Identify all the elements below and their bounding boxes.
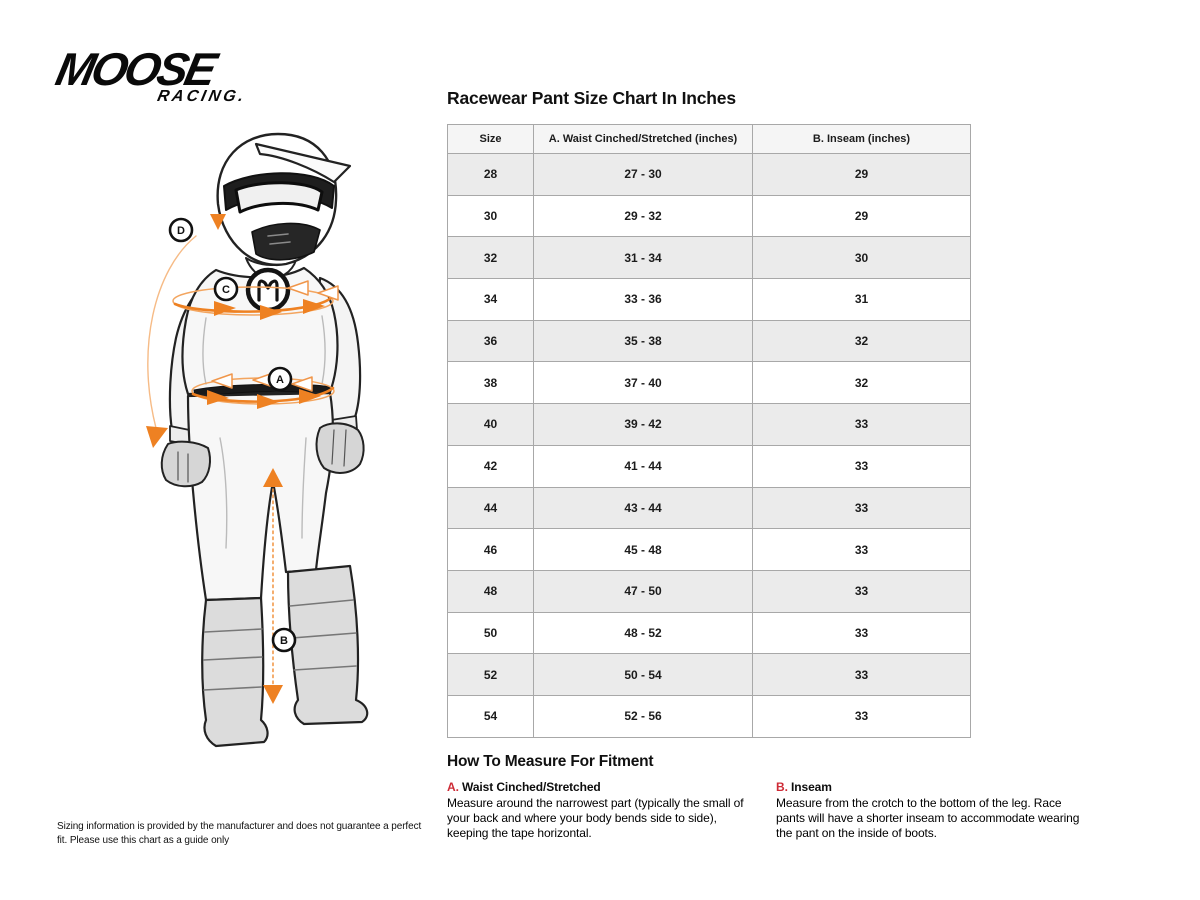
inseam-cell: 29 <box>753 154 971 196</box>
size-cell: 52 <box>448 654 534 696</box>
size-cell: 38 <box>448 362 534 404</box>
waist-cell: 31 - 34 <box>534 237 753 279</box>
inseam-cell: 33 <box>753 695 971 737</box>
inseam-cell: 33 <box>753 529 971 571</box>
inseam-cell: 31 <box>753 279 971 321</box>
waist-cell: 39 - 42 <box>534 404 753 446</box>
measure-letter-b: B. <box>776 780 788 794</box>
brand-logo-racing-text: RACING. <box>155 88 248 105</box>
size-cell: 50 <box>448 612 534 654</box>
size-cell: 32 <box>448 237 534 279</box>
size-cell: 48 <box>448 570 534 612</box>
waist-cell: 27 - 30 <box>534 154 753 196</box>
waist-cell: 48 - 52 <box>534 612 753 654</box>
disclaimer-text: Sizing information is provided by the manufacturer and does not guarantee a perfect fit. Please use this chart as a guide only <box>57 821 422 846</box>
size-cell: 42 <box>448 445 534 487</box>
inseam-cell: 30 <box>753 237 971 279</box>
table-row <box>448 529 971 571</box>
svg-text:B: B <box>280 635 288 647</box>
measure-item-waist <box>447 780 747 841</box>
measure-item-inseam-description: Measure from the crotch to the bottom of the leg. Race pants will have a shorter inseam to accommodate wearing the pant on the inside of boots. <box>776 795 1080 840</box>
column-header-waist: A. Waist Cinched/Stretched (inches) <box>534 125 753 154</box>
waist-cell: 50 - 54 <box>534 654 753 696</box>
waist-cell: 47 - 50 <box>534 570 753 612</box>
size-cell: 40 <box>448 404 534 446</box>
table-row <box>448 487 971 529</box>
inseam-cell: 33 <box>753 570 971 612</box>
rider-illustration <box>20 108 420 768</box>
waist-cell: 45 - 48 <box>534 529 753 571</box>
table-row <box>448 195 971 237</box>
size-cell: 34 <box>448 279 534 321</box>
table-row <box>448 320 971 362</box>
size-cell: 30 <box>448 195 534 237</box>
marker-b <box>273 629 295 651</box>
measure-section-heading: How To Measure For Fitment <box>447 753 654 770</box>
waist-cell: 29 - 32 <box>534 195 753 237</box>
waist-cell: 41 - 44 <box>534 445 753 487</box>
table-row <box>448 237 971 279</box>
svg-text:A: A <box>276 374 284 386</box>
table-row <box>448 362 971 404</box>
size-cell: 46 <box>448 529 534 571</box>
measure-item-inseam-label: B. Inseam <box>776 780 832 794</box>
inseam-cell: 29 <box>753 195 971 237</box>
table-row <box>448 445 971 487</box>
waist-cell: 37 - 40 <box>534 362 753 404</box>
table-row <box>448 654 971 696</box>
marker-a <box>269 368 291 390</box>
measure-letter-a: A. <box>447 780 459 794</box>
table-row <box>448 279 971 321</box>
marker-d <box>170 219 192 241</box>
table-row <box>448 570 971 612</box>
measure-item-waist-label: A. Waist Cinched/Stretched <box>447 780 601 794</box>
size-cell: 54 <box>448 695 534 737</box>
inseam-cell: 33 <box>753 404 971 446</box>
inseam-cell: 33 <box>753 612 971 654</box>
table-row <box>448 154 971 196</box>
brand-logo <box>51 43 252 106</box>
inseam-cell: 32 <box>753 362 971 404</box>
inseam-cell: 33 <box>753 487 971 529</box>
svg-text:D: D <box>177 225 185 237</box>
table-header-row <box>448 125 971 154</box>
column-header-inseam: B. Inseam (inches) <box>753 125 971 154</box>
inseam-cell: 32 <box>753 320 971 362</box>
brand-logo-moose-text: MOOSE <box>51 43 219 95</box>
table-row <box>448 695 971 737</box>
helmet-illustration <box>218 134 350 265</box>
table-row <box>448 612 971 654</box>
size-cell: 36 <box>448 320 534 362</box>
measure-item-inseam <box>776 780 1084 841</box>
marker-c <box>215 278 237 300</box>
waist-cell: 35 - 38 <box>534 320 753 362</box>
table-row <box>448 404 971 446</box>
size-cell: 44 <box>448 487 534 529</box>
measure-item-waist-description: Measure around the narrowest part (typically the small of your back and where your body bends side to side), keeping the tape horizontal. <box>447 795 744 840</box>
moose-chest-logo <box>248 270 288 310</box>
size-chart-table <box>447 124 971 738</box>
page-title: Racewear Pant Size Chart In Inches <box>447 88 736 108</box>
inseam-cell: 33 <box>753 654 971 696</box>
column-header-size: Size <box>448 125 534 154</box>
rider-measurement-diagram <box>20 108 420 768</box>
waist-cell: 33 - 36 <box>534 279 753 321</box>
size-cell: 28 <box>448 154 534 196</box>
svg-text:C: C <box>222 284 230 296</box>
waist-cell: 43 - 44 <box>534 487 753 529</box>
waist-cell: 52 - 56 <box>534 695 753 737</box>
inseam-cell: 33 <box>753 445 971 487</box>
